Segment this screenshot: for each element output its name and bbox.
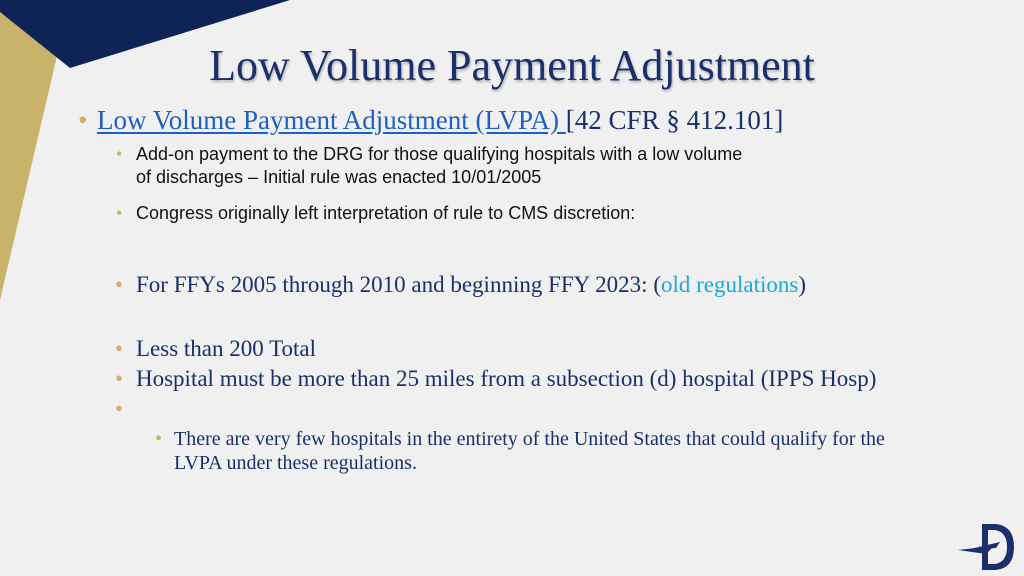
bullet-marker: •: [115, 366, 124, 391]
bullet-marker: •: [116, 144, 123, 164]
cfr-citation: [42 CFR § 412.101]: [565, 105, 784, 135]
sub-bullet-addon-line1: Add-on payment to the DRG for those qualifying hospitals with a low volume: [136, 144, 743, 164]
bullet-marker: •: [78, 105, 88, 135]
sub-bullet-congress: Congress originally left interpretation of rule to CMS discretion:: [136, 203, 636, 223]
organization-logo-icon: [956, 520, 1018, 574]
old-regulations-text: old regulations: [660, 272, 799, 297]
sub-sub-bullet-few-hospitals-line2: LVPA under these regulations.: [174, 452, 417, 474]
ffys-close: ): [798, 272, 806, 297]
main-bullet: [97, 103, 783, 137]
sub-bullet-less-than-200: Less than 200 Total: [136, 336, 317, 361]
lvpa-link[interactable]: Low Volume Payment Adjustment (LVPA): [97, 105, 566, 135]
sub-bullet-25-miles: Hospital must be more than 25 miles from a subsection (d) hospital (IPPS Hosp): [136, 366, 877, 391]
bullet-marker: •: [115, 396, 124, 421]
bullet-marker: •: [116, 203, 123, 223]
slide-title: Low Volume Payment Adjustment: [209, 41, 815, 90]
ffys-text: For FFYs 2005 through 2010 and beginning FFY 2023: (: [136, 272, 661, 297]
sub-bullet-addon-line2: of discharges – Initial rule was enacted 10/01/2005: [136, 167, 542, 187]
sub-sub-bullet-few-hospitals-line1: There are very few hospitals in the entirety of the United States that could qualify for the: [174, 428, 885, 450]
bullet-marker: •: [155, 428, 163, 450]
bullet-marker: •: [115, 336, 124, 361]
sub-bullet-ffys: [136, 270, 806, 300]
bullet-marker: •: [115, 272, 124, 297]
